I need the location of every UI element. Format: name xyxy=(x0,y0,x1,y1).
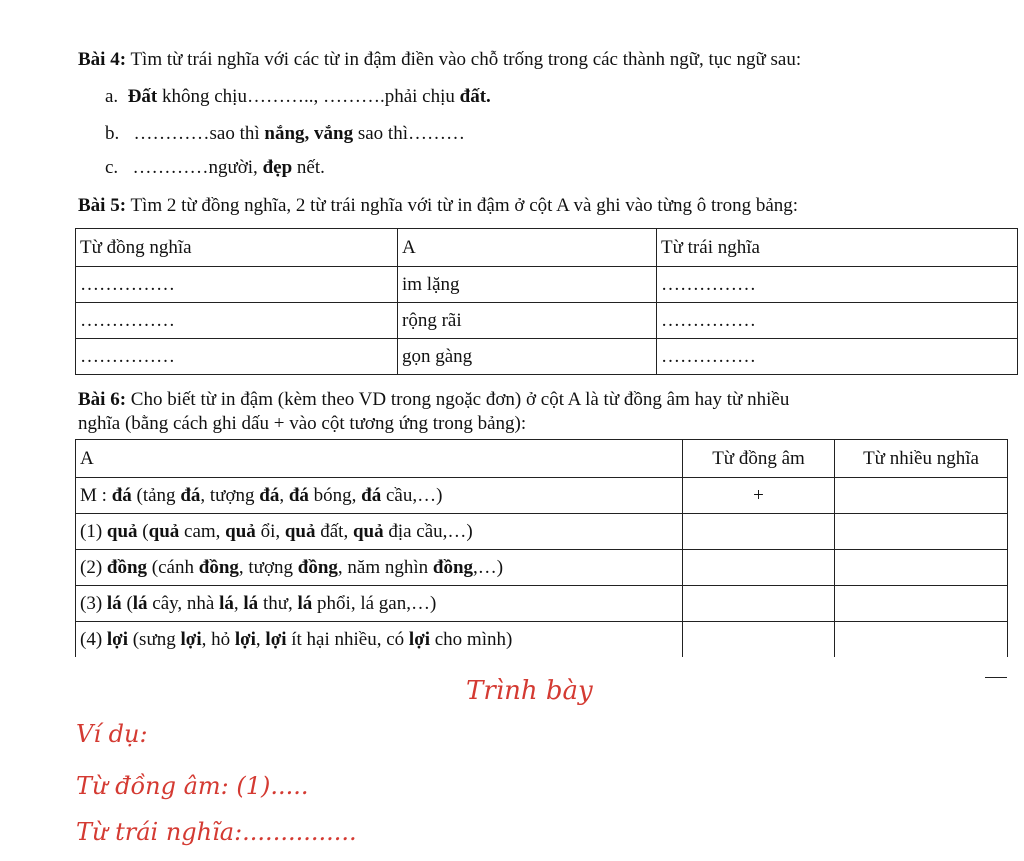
column-header: Từ trái nghĩa xyxy=(657,229,1018,267)
polysemy-mark xyxy=(835,478,1008,514)
column-header: A xyxy=(398,229,657,267)
table-corner-mark xyxy=(985,677,1007,678)
item-text: sao thì……… xyxy=(353,123,465,144)
homonym-mark xyxy=(683,622,835,658)
handwritten-title: Trình bày xyxy=(466,676,593,706)
table-row xyxy=(76,550,1008,586)
item-text: …………người, xyxy=(132,157,263,178)
polysemy-mark xyxy=(835,514,1008,550)
word-cell: M : đá (tảng đá, tượng đá, đá bóng, đá cầu,…) xyxy=(76,478,683,514)
bai5-table xyxy=(75,228,1018,375)
bai4-instruction: Tìm từ trái nghĩa với các từ in đậm điền vào chỗ trống trong các thành ngữ, tục ngữ sau: xyxy=(126,49,802,70)
item-text: không chịu……….., ……….phải chịu xyxy=(157,86,460,107)
polysemy-mark xyxy=(835,622,1008,658)
bai4-heading-line xyxy=(78,49,801,71)
word-cell: (1) quả (quả cam, quả ổi, quả đất, quả địa cầu,…) xyxy=(76,514,683,550)
item-label: b. xyxy=(105,123,120,144)
bai4-item-a xyxy=(105,86,491,108)
word-cell: rộng rãi xyxy=(398,303,657,339)
item-label: c. xyxy=(105,157,119,178)
word-cell: (3) lá (lá cây, nhà lá, lá thư, lá phổi, lá gan,…) xyxy=(76,586,683,622)
table-row xyxy=(76,514,1008,550)
column-header: Từ đồng nghĩa xyxy=(76,229,398,267)
bai6-heading: Bài 6: xyxy=(78,389,127,410)
antonym-blank: …………… xyxy=(657,339,1018,375)
bai4-item-c xyxy=(105,157,325,179)
table-header-row xyxy=(76,440,1008,478)
synonym-blank: …………… xyxy=(76,267,398,303)
homonym-mark: + xyxy=(683,478,835,514)
column-header: Từ nhiều nghĩa xyxy=(835,440,1008,478)
bold-word: đất. xyxy=(459,86,491,107)
synonym-blank: …………… xyxy=(76,339,398,375)
table-row xyxy=(76,267,1018,303)
bai4-item-b xyxy=(105,123,465,145)
synonym-blank: …………… xyxy=(76,303,398,339)
antonym-blank: …………… xyxy=(657,303,1018,339)
bold-word: đẹp xyxy=(262,157,293,178)
bai6-table xyxy=(75,439,1008,657)
bai5-heading-line xyxy=(78,195,798,217)
item-text: …………sao thì xyxy=(133,123,265,144)
column-header: Từ đồng âm xyxy=(683,440,835,478)
bold-word: Đất xyxy=(127,86,158,107)
handwritten-antonym-answer: Từ trái nghĩa:............... xyxy=(76,818,357,846)
table-row xyxy=(76,339,1018,375)
bai6-heading-line xyxy=(78,389,789,411)
bai6-instruction-line2 xyxy=(78,413,526,435)
polysemy-mark xyxy=(835,586,1008,622)
bai6-instruction: nghĩa (bằng cách ghi dấu + vào cột tương ứng trong bảng): xyxy=(78,413,527,434)
bai6-instruction: Cho biết từ in đậm (kèm theo VD trong ngoặc đơn) ở cột A là từ đồng âm hay từ nhiều xyxy=(126,389,790,410)
word-cell: (4) lợi (sưng lợi, hỏ lợi, lợi ít hại nhiều, có lợi cho mình) xyxy=(76,622,683,658)
column-header: A xyxy=(76,440,683,478)
antonym-blank: …………… xyxy=(657,267,1018,303)
homonym-mark xyxy=(683,514,835,550)
word-cell: (2) đồng (cánh đồng, tượng đồng, năm nghìn đồng,…) xyxy=(76,550,683,586)
bai5-instruction: Tìm 2 từ đồng nghĩa, 2 từ trái nghĩa với từ in đậm ở cột A và ghi vào từng ô trong bảng: xyxy=(126,195,799,216)
homonym-mark xyxy=(683,586,835,622)
handwritten-homonym-answer: Từ đồng âm: (1)..... xyxy=(76,772,309,800)
bai4-heading: Bài 4: xyxy=(78,49,127,70)
item-label: a. xyxy=(105,86,119,107)
table-row xyxy=(76,303,1018,339)
bai5-heading: Bài 5: xyxy=(78,195,127,216)
table-header-row xyxy=(76,229,1018,267)
handwritten-example: Ví dụ: xyxy=(76,720,148,748)
polysemy-mark xyxy=(835,550,1008,586)
table-row xyxy=(76,478,1008,514)
word-cell: im lặng xyxy=(398,267,657,303)
table-row xyxy=(76,586,1008,622)
word-cell: gọn gàng xyxy=(398,339,657,375)
homonym-mark xyxy=(683,550,835,586)
table-row xyxy=(76,622,1008,658)
bold-word: nắng, vắng xyxy=(264,123,354,144)
item-text: nết. xyxy=(292,157,325,178)
